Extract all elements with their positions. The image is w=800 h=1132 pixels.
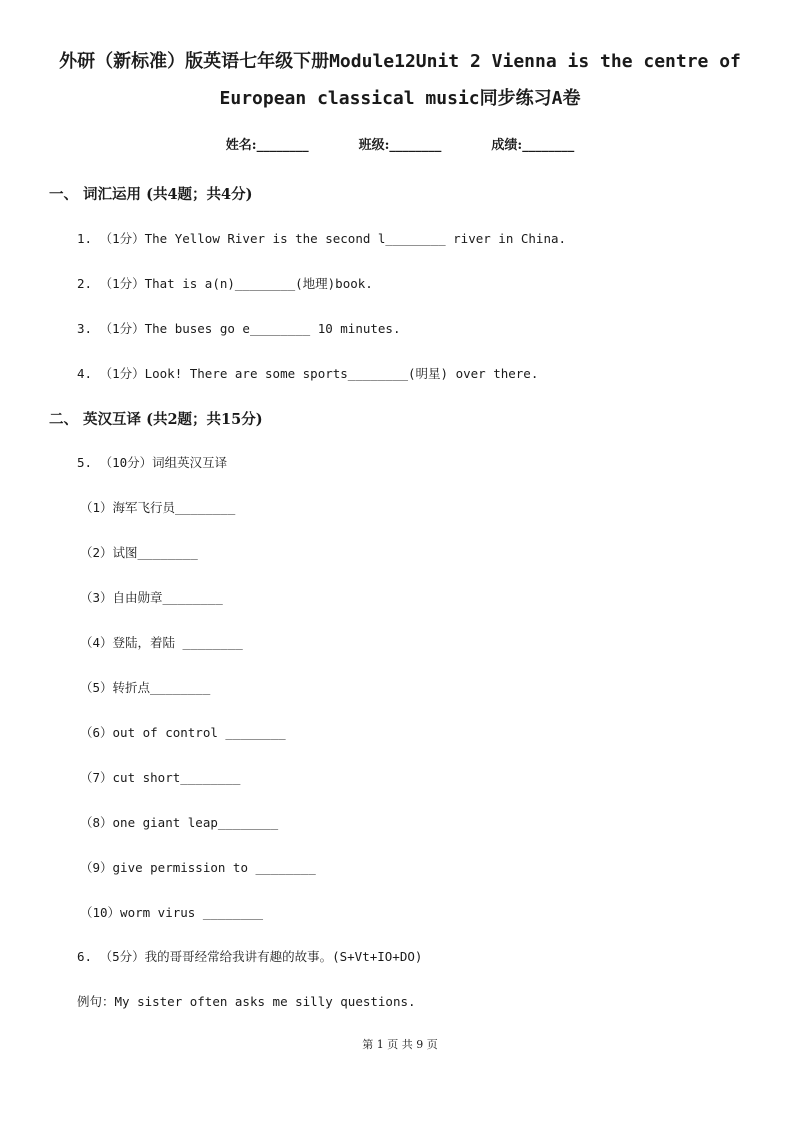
sub-item-3: （3）自由勋章________ xyxy=(80,590,223,605)
sub-item-2: （2）试图________ xyxy=(80,545,198,560)
score-field: 成绩:________ xyxy=(491,138,575,153)
document-title-line-2: European classical music同步练习A卷 xyxy=(219,88,581,109)
sub-item-7: （7）cut short________ xyxy=(80,770,241,785)
name-field: 姓名:________ xyxy=(225,138,309,153)
class-field: 班级:________ xyxy=(358,138,442,153)
question-4: 4. （1分）Look! There are some sports________(明星) over there. xyxy=(77,366,539,381)
question-2: 2. （1分）That is a(n)________(地理)book. xyxy=(77,276,373,291)
sub-item-5: （5）转折点________ xyxy=(80,680,211,695)
question-1: 1. （1分）The Yellow River is the second l________ river in China. xyxy=(77,231,567,246)
sub-item-10: （10）worm virus ________ xyxy=(80,905,264,920)
question-5: 5. （10分）词组英汉互译 xyxy=(77,455,228,470)
sub-item-1: （1）海军飞行员________ xyxy=(80,500,236,515)
section-heading-1: 一、 词汇运用 (共4题；共4分) xyxy=(49,186,253,203)
sub-item-8: （8）one giant leap________ xyxy=(80,815,279,830)
sub-item-4: （4）登陆，着陆 ________ xyxy=(80,635,243,650)
section-heading-2: 二、 英汉互译 (共2题；共15分) xyxy=(49,411,263,428)
sub-item-9: （9）give permission to ________ xyxy=(80,860,316,875)
student-info-row xyxy=(0,134,800,153)
question-6: 6. （5分）我的哥哥经常给我讲有趣的故事。(S+Vt+IO+DO) xyxy=(77,949,423,964)
example-sentence: 例句：My sister often asks me silly questions. xyxy=(77,994,416,1009)
sub-item-6: （6）out of control ________ xyxy=(80,725,286,740)
page-footer: 第 1 页 共 9 页 xyxy=(362,1038,438,1051)
question-3: 3. （1分）The buses go e________ 10 minutes. xyxy=(77,321,401,336)
document-title-line-1: 外研（新标准）版英语七年级下册Module12Unit 2 Vienna is the centre of xyxy=(59,51,741,72)
